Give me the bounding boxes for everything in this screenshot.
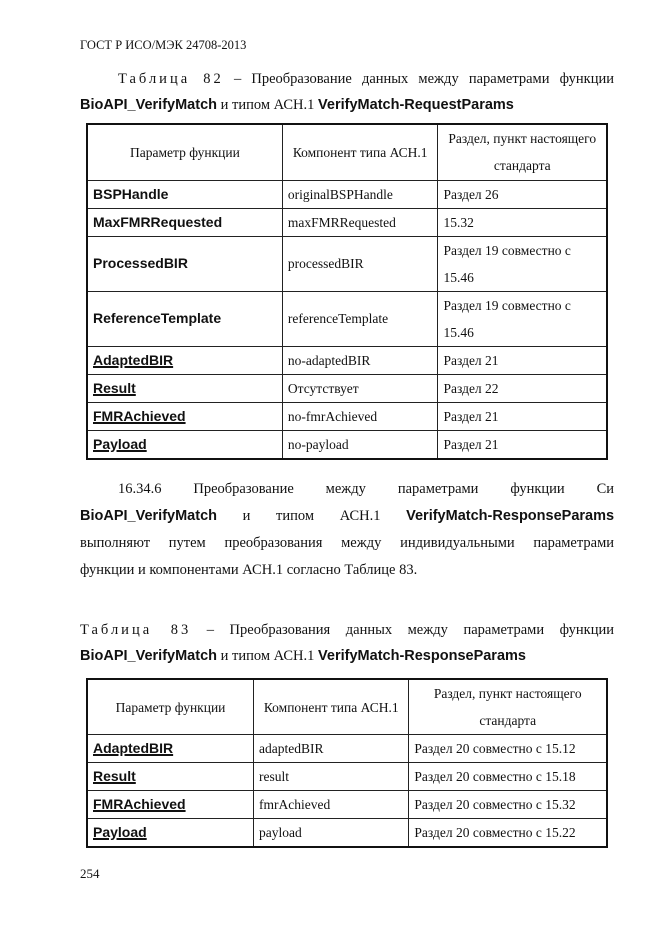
table-82-type-name: VerifyMatch-RequestParams	[318, 97, 514, 113]
table-82-header-section: Раздел, пункт настоящего стандарта	[438, 124, 607, 180]
param-cell	[87, 791, 254, 819]
table-row	[87, 735, 607, 763]
component-cell: originalBSPHandle	[282, 180, 438, 208]
section-cell: Раздел 20 совместно с 15.18	[409, 763, 607, 791]
table-82-header-component: Компонент типа АСН.1	[282, 124, 438, 180]
table-83-header-component: Компонент типа АСН.1	[254, 679, 409, 735]
document-header: ГОСТ Р ИСО/МЭК 24708-2013	[80, 38, 247, 52]
table-82-caption	[80, 66, 614, 118]
section-cell: Раздел 20 совместно с 15.22	[409, 819, 607, 848]
param-link: Payload	[93, 435, 147, 452]
component-cell: result	[254, 763, 409, 791]
table-82	[86, 123, 608, 460]
table-83-and-text: и типом АСН.1	[217, 648, 319, 664]
paragraph-word: и	[242, 508, 251, 524]
param-cell	[87, 402, 282, 430]
paragraph-line-3: выполняют путем преобразования между индивидуальными параметрами	[80, 535, 614, 551]
paragraph-16-34-6	[80, 476, 614, 584]
table-82-header-param: Параметр функции	[87, 124, 282, 180]
section-cell: Раздел 21	[438, 430, 607, 459]
table-row	[87, 180, 607, 208]
table-83-caption	[80, 617, 614, 669]
component-cell: processedBIR	[282, 236, 438, 291]
param-cell: ProcessedBIR	[87, 236, 282, 291]
section-cell: 15.32	[438, 208, 607, 236]
param-link: Result	[93, 379, 136, 396]
paragraph-type-name: VerifyMatch-ResponseParams	[406, 508, 615, 524]
table-82-func-name: BioAPI_VerifyMatch	[80, 97, 217, 113]
component-cell: maxFMRRequested	[282, 208, 438, 236]
paragraph-number: 16.34.6	[118, 481, 162, 497]
paragraph-word: функции	[510, 481, 565, 497]
table-row	[87, 291, 607, 346]
param-link: AdaptedBIR	[93, 740, 174, 756]
section-cell: Раздел 22	[438, 374, 607, 402]
component-cell: no-payload	[282, 430, 438, 459]
param-cell	[87, 346, 282, 374]
component-cell: no-adaptedBIR	[282, 346, 438, 374]
table-83-label: Таблица 83	[80, 622, 192, 638]
table-83-title: – Преобразования данных между параметрами функции	[191, 622, 614, 638]
table-row	[87, 236, 607, 291]
table-row	[87, 819, 607, 848]
component-cell: payload	[254, 819, 409, 848]
table-row	[87, 430, 607, 459]
table-row	[87, 763, 607, 791]
param-link: FMRAchieved	[93, 407, 186, 424]
component-cell: fmrAchieved	[254, 791, 409, 819]
section-cell: Раздел 21	[438, 346, 607, 374]
table-row	[87, 374, 607, 402]
section-cell: Раздел 20 совместно с 15.12	[409, 735, 607, 763]
component-cell: no-fmrAchieved	[282, 402, 438, 430]
table-82-title: – Преобразование данных между параметрами функции	[223, 71, 615, 87]
table-row	[87, 208, 607, 236]
param-cell	[87, 430, 282, 459]
section-cell: Раздел 19 совместно с 15.46	[438, 236, 607, 291]
section-cell: Раздел 21	[438, 402, 607, 430]
table-82-label: Таблица 82	[118, 71, 224, 87]
section-cell: Раздел 19 совместно с 15.46	[438, 291, 607, 346]
section-cell: Раздел 20 совместно с 15.32	[409, 791, 607, 819]
param-cell: ReferenceTemplate	[87, 291, 282, 346]
table-83-func-name: BioAPI_VerifyMatch	[80, 648, 217, 664]
component-cell: adaptedBIR	[254, 735, 409, 763]
param-cell	[87, 819, 254, 848]
page-number: 254	[80, 866, 100, 881]
paragraph-word: параметрами	[397, 481, 479, 497]
paragraph-func-name: BioAPI_VerifyMatch	[80, 508, 217, 524]
component-cell: Отсутствует	[282, 374, 438, 402]
paragraph-word: Преобразование	[193, 481, 294, 497]
component-cell: referenceTemplate	[282, 291, 438, 346]
table-83-type-name: VerifyMatch-ResponseParams	[318, 648, 526, 664]
param-link: Payload	[93, 824, 147, 840]
paragraph-word: между	[325, 481, 366, 497]
param-cell: BSPHandle	[87, 180, 282, 208]
param-cell: MaxFMRRequested	[87, 208, 282, 236]
section-cell: Раздел 26	[438, 180, 607, 208]
table-83-header-section: Раздел, пункт настоящего стандарта	[409, 679, 607, 735]
param-cell	[87, 735, 254, 763]
param-link: Result	[93, 768, 136, 784]
param-link: FMRAchieved	[93, 796, 186, 812]
param-cell	[87, 374, 282, 402]
param-cell	[87, 763, 254, 791]
paragraph-line-4: функции и компонентами АСН.1 согласно Таблице 83.	[80, 562, 418, 578]
paragraph-word: АСН.1	[339, 508, 381, 524]
table-83	[86, 678, 608, 848]
paragraph-word: типом	[276, 508, 315, 524]
table-83-header-param: Параметр функции	[87, 679, 254, 735]
table-row	[87, 791, 607, 819]
table-row	[87, 402, 607, 430]
table-82-and-text: и типом АСН.1	[217, 97, 319, 113]
table-row	[87, 346, 607, 374]
paragraph-word: Си	[596, 481, 615, 497]
param-link: AdaptedBIR	[93, 351, 174, 368]
